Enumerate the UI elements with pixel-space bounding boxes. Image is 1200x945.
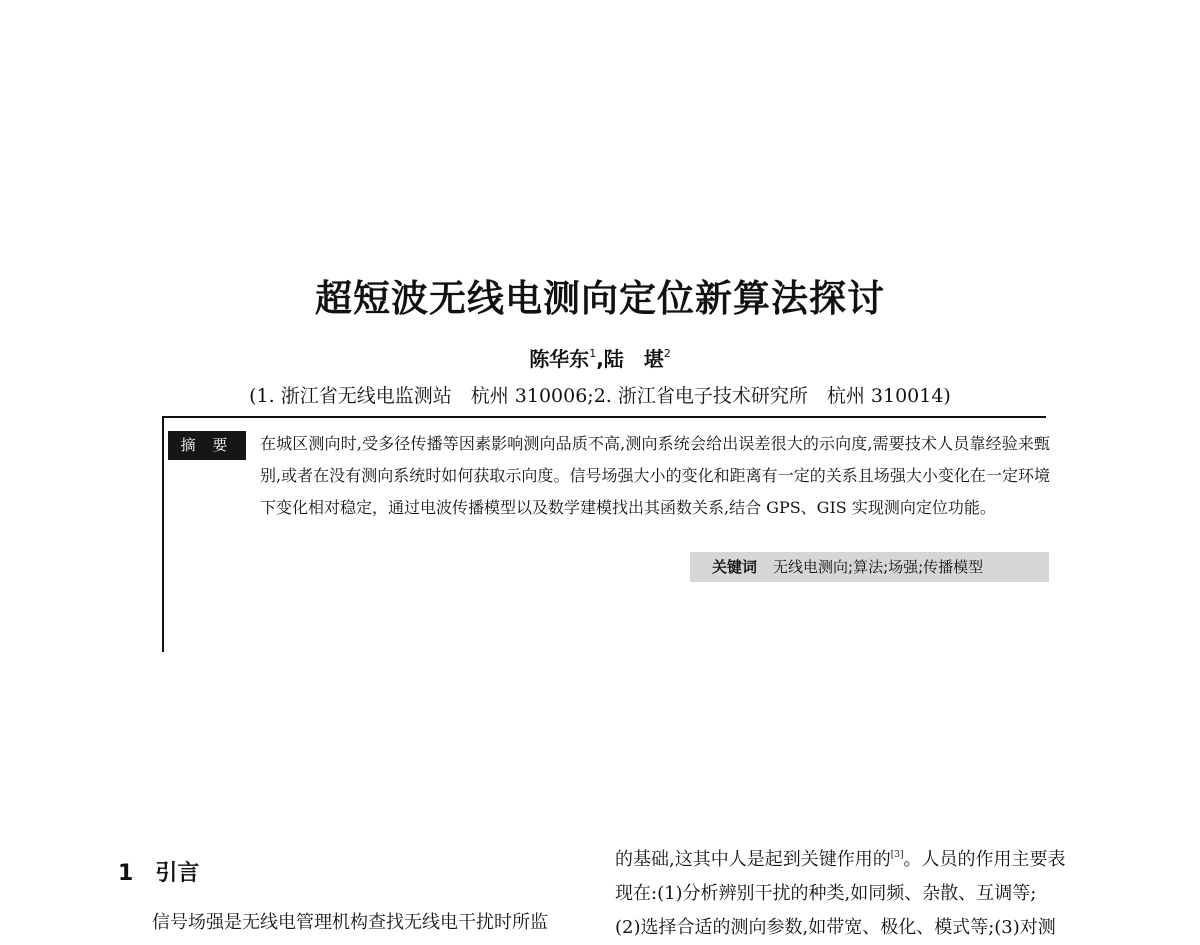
body-line — [615, 838, 1085, 877]
abstract-label: 摘 要 — [168, 431, 246, 460]
keywords-bar — [690, 552, 1049, 582]
body-line: 现在:(1)分析辨别干扰的种类,如同频、杂散、互调等; — [615, 883, 1037, 904]
author-name: 陈华东 — [529, 347, 590, 371]
author-name: 陆 堪 — [603, 347, 664, 371]
section-title: 引言 — [155, 861, 200, 886]
author-affiliation-mark: 2 — [663, 347, 671, 360]
abstract-top-rule — [162, 416, 1046, 418]
body-paragraph-left: 信号场强是无线电管理机构查找无线电干扰时所监 — [152, 912, 548, 933]
body-line: (2)选择合适的测向参数,如带宽、极化、模式等;(3)对测 — [615, 917, 1056, 938]
keywords-list: 无线电测向;算法;场强;传播模型 — [773, 558, 984, 576]
body-text: 的基础,这其中人是起到关键作用的 — [615, 849, 891, 870]
paper-title: 超短波无线电测向定位新算法探讨 — [315, 277, 885, 320]
citation-ref: [3] — [890, 850, 904, 860]
body-column-right — [615, 838, 1085, 945]
section-number: 1 — [118, 861, 134, 886]
affiliation: (1. 浙江省无线电监测站 杭州 310006;2. 浙江省电子技术研究所 杭州 310014) — [249, 385, 951, 407]
author-line — [0, 343, 1200, 372]
abstract-left-rule — [162, 416, 164, 652]
body-text: 。人员的作用主要表 — [903, 849, 1066, 870]
author-affiliation-mark: 1 — [589, 347, 597, 360]
author-separator: , — [596, 347, 604, 371]
section-heading — [118, 856, 199, 887]
abstract-text: 在城区测向时,受多径传播等因素影响测向品质不高,测向系统会给出误差很大的示向度,需要技术人员靠经验来甄别,或者在没有测向系统时如何获取示向度。信号场强大小的变化和距离有一定的关系且场强大小变化在一定环境下变化相对稳定，通过电波传播模型以及数学建模找出其函数关系,结合 GPS、GIS 实现测向定位功能。 — [260, 434, 1050, 517]
keywords-label: 关键词 — [712, 558, 758, 576]
